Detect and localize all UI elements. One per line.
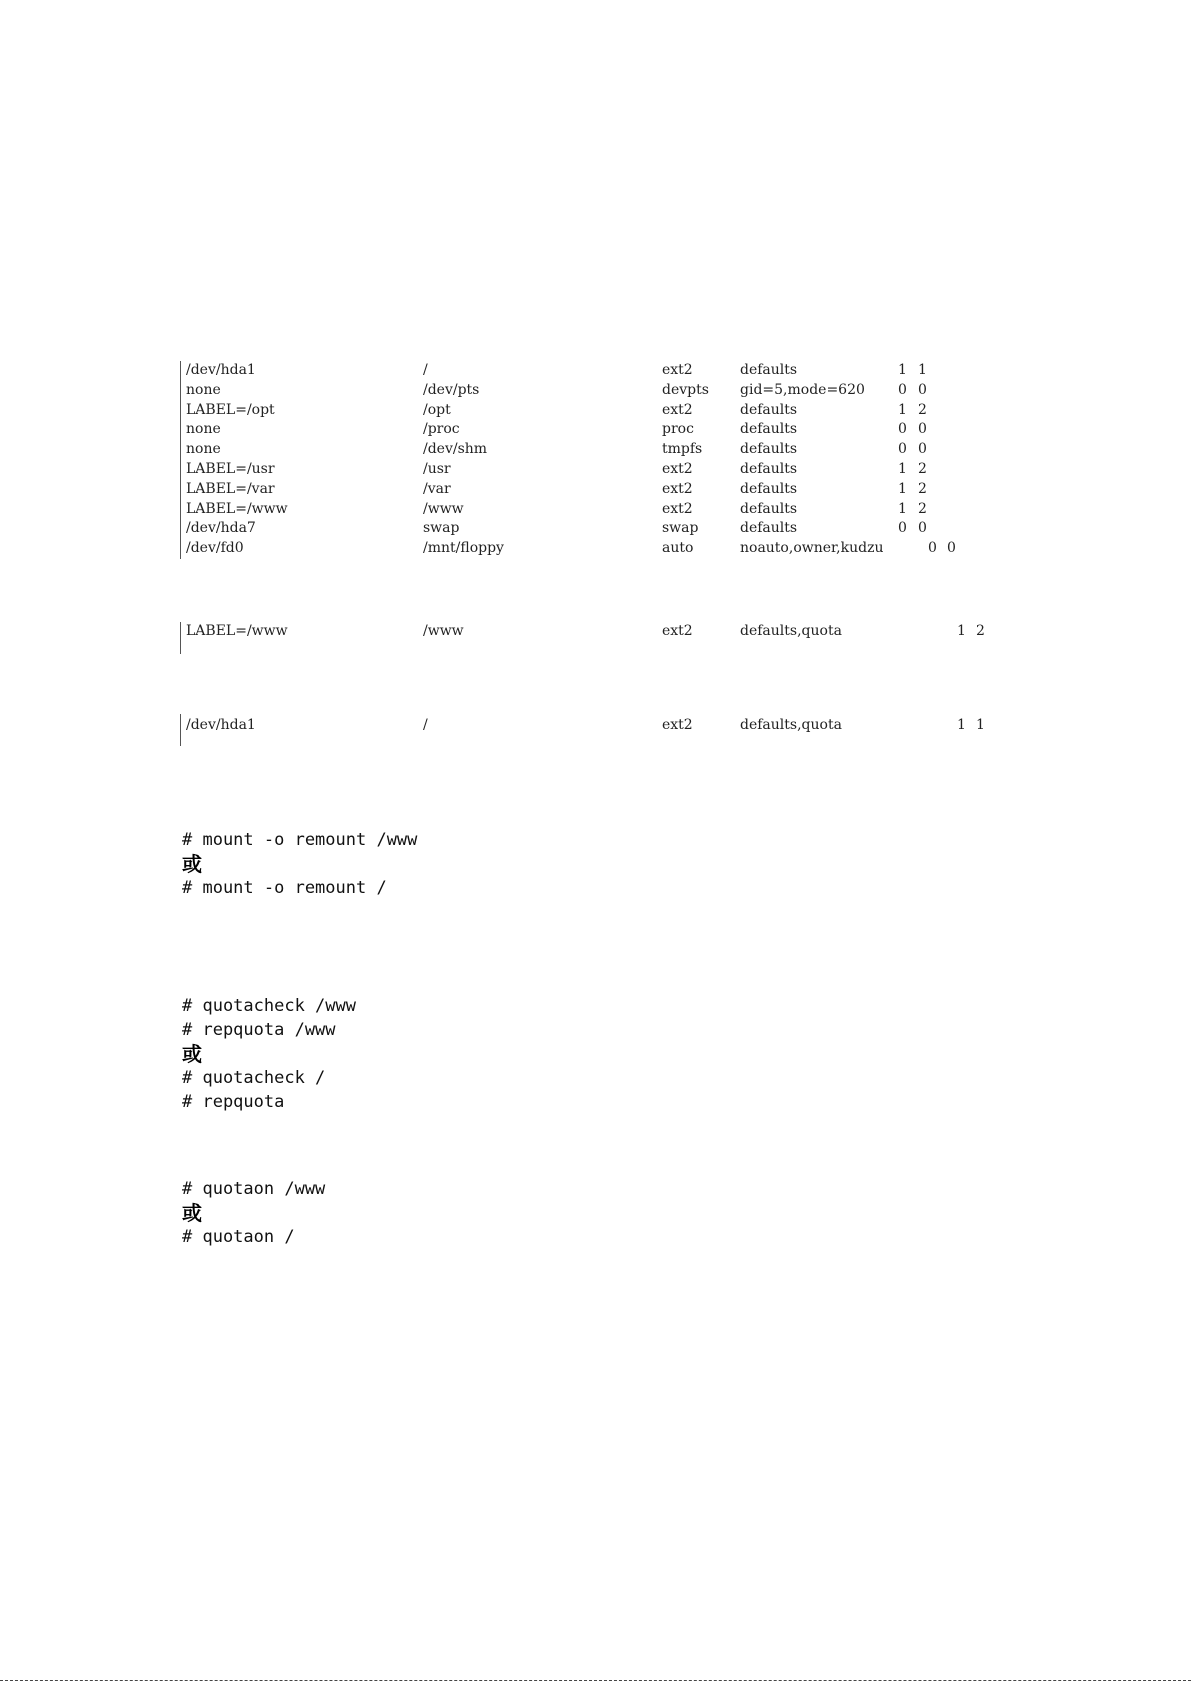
fstab-device: /dev/hda1 [186, 362, 256, 378]
quotacheck-commands [182, 994, 356, 1114]
fstab-device: LABEL=/opt [186, 401, 275, 418]
fstab-mount: /opt [423, 401, 451, 418]
fstab-mount: /www [423, 500, 464, 517]
command-line: # quotaon / [182, 1227, 295, 1247]
fstab-mount: / [423, 717, 428, 733]
fstab-mount: / [423, 362, 428, 378]
fstab-pass: 2 [918, 401, 927, 418]
fstab-pass: 0 [918, 421, 927, 438]
command-line: # mount -o remount / [182, 878, 387, 898]
command-line: # mount -o remount /www [182, 830, 418, 850]
fstab-pass: 1 [976, 717, 985, 733]
fstab-options: defaults [740, 362, 798, 378]
fstab-type: ext2 [662, 500, 693, 517]
fstab-mount: /dev/shm [423, 441, 488, 458]
fstab-dump: 1 [898, 401, 907, 418]
fstab-options: gid=5,mode=620 [740, 381, 865, 398]
remount-commands [182, 828, 417, 900]
fstab-dump: 1 [898, 362, 907, 378]
fstab-type: proc [662, 421, 694, 438]
fstab-mount: /proc [423, 421, 460, 438]
fstab-dump: 0 [898, 441, 907, 458]
fstab-quota-www [180, 622, 985, 654]
fstab-device: /dev/fd0 [186, 540, 244, 557]
fstab-device: none [186, 381, 221, 398]
fstab-options: defaults [740, 520, 798, 537]
fstab-dump: 1 [898, 500, 907, 517]
fstab-pass: 0 [918, 381, 927, 398]
page-bottom-rule [0, 1680, 1191, 1681]
fstab-pass: 0 [918, 441, 927, 458]
fstab-device: /dev/hda1 [186, 717, 256, 733]
fstab-type: ext2 [662, 717, 693, 733]
fstab-options: defaults,quota [740, 717, 842, 733]
fstab-device: /dev/hda7 [186, 520, 256, 537]
fstab-options: defaults [740, 441, 798, 458]
fstab-options: defaults [740, 460, 798, 477]
fstab-options: defaults [740, 421, 798, 438]
fstab-device: none [186, 421, 221, 438]
fstab-type: swap [662, 520, 699, 537]
fstab-type: ext2 [662, 480, 693, 497]
fstab-mount: /mnt/floppy [423, 540, 504, 557]
fstab-pass: 2 [918, 480, 927, 497]
fstab-listing [180, 361, 956, 559]
fstab-options: noauto,owner,kudzu [740, 540, 884, 557]
command-line: # repquota /www [182, 1020, 336, 1040]
fstab-device: LABEL=/www [186, 623, 288, 639]
fstab-pass: 0 [918, 520, 927, 537]
fstab-pass: 1 [918, 362, 927, 378]
fstab-device: none [186, 441, 221, 458]
or-label: 或 [182, 1201, 202, 1225]
or-label: 或 [182, 852, 202, 876]
fstab-dump: 1 [898, 460, 907, 477]
fstab-options: defaults [740, 480, 798, 497]
quotaon-commands [182, 1177, 325, 1249]
command-line: # repquota [182, 1092, 285, 1112]
fstab-mount: /var [423, 480, 451, 497]
fstab-type: auto [662, 540, 694, 557]
fstab-mount: swap [423, 520, 460, 537]
fstab-type: ext2 [662, 362, 693, 378]
fstab-dump: 1 [957, 717, 966, 733]
fstab-mount: /usr [423, 460, 451, 477]
fstab-options: defaults [740, 401, 798, 418]
fstab-dump: 1 [957, 623, 966, 639]
command-line: # quotaon /www [182, 1179, 326, 1199]
fstab-quota-root [180, 714, 985, 746]
fstab-options: defaults [740, 500, 798, 517]
command-line: # quotacheck /www [182, 996, 356, 1016]
fstab-mount: /dev/pts [423, 381, 480, 398]
fstab-pass: 2 [976, 623, 985, 639]
or-label: 或 [182, 1042, 202, 1066]
fstab-dump: 0 [898, 520, 907, 537]
fstab-device: LABEL=/usr [186, 460, 275, 477]
fstab-mount: /www [423, 623, 464, 639]
fstab-type: ext2 [662, 460, 693, 477]
fstab-type: ext2 [662, 401, 693, 418]
fstab-pass: 0 [947, 540, 956, 557]
fstab-pass: 2 [918, 460, 927, 477]
fstab-dump: 0 [898, 381, 907, 398]
command-line: # quotacheck / [182, 1068, 326, 1088]
fstab-type: devpts [662, 381, 709, 398]
fstab-dump: 1 [898, 480, 907, 497]
fstab-dump: 0 [898, 421, 907, 438]
fstab-type: tmpfs [662, 441, 703, 458]
fstab-type: ext2 [662, 623, 693, 639]
fstab-options: defaults,quota [740, 623, 842, 639]
fstab-device: LABEL=/www [186, 500, 288, 517]
fstab-device: LABEL=/var [186, 480, 275, 497]
fstab-dump: 0 [928, 540, 937, 557]
fstab-pass: 2 [918, 500, 927, 517]
